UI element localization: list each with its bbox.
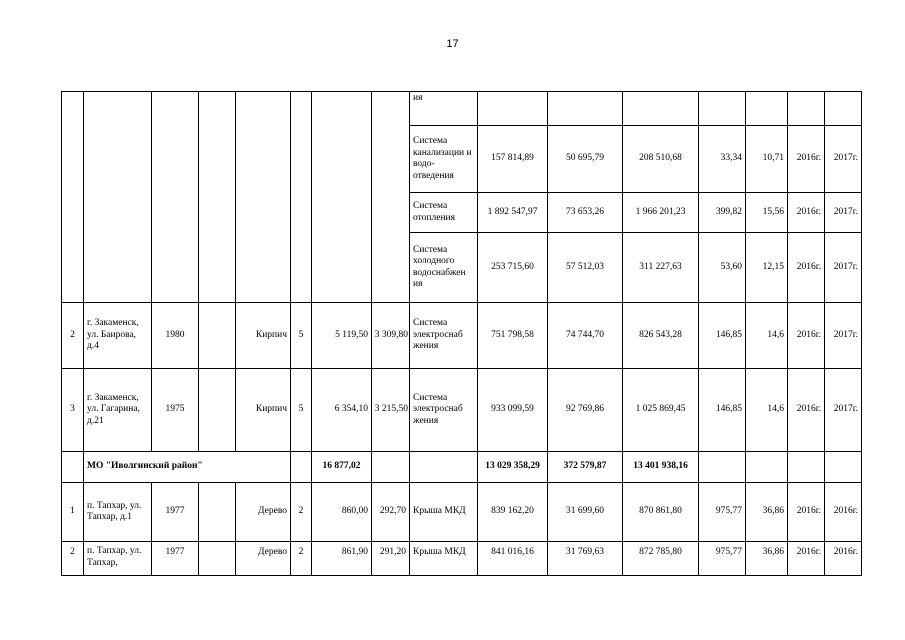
cell-total: 872 785,80 [623,542,699,576]
cell-system [410,452,478,483]
table-row [62,92,862,126]
cell-total: 1 966 201,23 [623,193,699,233]
cell-unit-cost-2 [746,92,788,126]
cell-unit-cost-1: 399,82 [699,193,746,233]
cell-col4 [199,92,236,303]
cell-col4 [199,483,236,542]
page-number: 17 [446,38,459,50]
cell-year: 1980 [152,303,199,369]
cell-floors: 5 [291,303,312,369]
table-row [62,303,862,369]
cell-cost-1: 253 715,60 [478,233,548,303]
cell-system: Крыша МКД [410,483,478,542]
cell-cost-1: 839 162,20 [478,483,548,542]
cell-year-from: 2016г. [788,303,825,369]
cell-area-living: 3 309,80 [372,303,410,369]
cell-unit-cost-1: 975,77 [699,483,746,542]
cell-col4 [199,303,236,369]
cell-cost-2: 57 512,03 [548,233,623,303]
cell-area-total: 16 877,02 [312,452,372,483]
cell-unit-cost-1: 146,85 [699,369,746,452]
cell-cost-1: 1 892 547,97 [478,193,548,233]
cell-cost-2: 372 579,87 [548,452,623,483]
cell-unit-cost-2 [746,452,788,483]
cell-material: Дерево [236,483,291,542]
cell-year-to [825,92,862,126]
cell-total: 870 861,80 [623,483,699,542]
cell-total [623,92,699,126]
cell-cost-1: 157 814,89 [478,126,548,193]
cell-num: 2 [62,303,84,369]
cell-unit-cost-1: 33,34 [699,126,746,193]
cell-year: 1977 [152,483,199,542]
cell-cost-2: 73 653,26 [548,193,623,233]
capital-repair-table [61,91,862,576]
cell-area-living [372,452,410,483]
cell-material: Кирпич [236,303,291,369]
cell-year-from: 2016г. [788,369,825,452]
cell-year-to: 2016г. [825,542,862,576]
district-title: МО "Иволгинский район" [84,452,291,483]
cell-unit-cost-2: 14,6 [746,303,788,369]
cell-year-to: 2017г. [825,369,862,452]
cell-col4 [199,542,236,576]
cell-floors [291,92,312,303]
cell-year-to: 2017г. [825,233,862,303]
cell-floors [291,452,312,483]
cell-year-to: 2017г. [825,126,862,193]
cell-year [152,92,199,303]
cell-material: Кирпич [236,369,291,452]
cell-cost-1: 933 099,59 [478,369,548,452]
table-row [62,369,862,452]
cell-year-from: 2016г. [788,483,825,542]
cell-num: 2 [62,542,84,576]
cell-total: 1 025 869,45 [623,369,699,452]
cell-floors: 2 [291,542,312,576]
cell-total: 208 510,68 [623,126,699,193]
cell-area-total: 860,00 [312,483,372,542]
cell-area-living: 292,70 [372,483,410,542]
cell-system: ия [410,92,478,126]
cell-floors: 5 [291,369,312,452]
cell-unit-cost-1: 53,60 [699,233,746,303]
cell-year-from: 2016г. [788,193,825,233]
cell-address: г. Закаменск, ул. Гагарина, д.21 [84,369,152,452]
cell-unit-cost-1 [699,452,746,483]
cell-cost-1: 841 016,16 [478,542,548,576]
cell-cost-2: 31 699,60 [548,483,623,542]
cell-area-living [372,92,410,303]
cell-year-from: 2016г. [788,126,825,193]
cell-year-from: 2016г. [788,233,825,303]
cell-area-total: 5 119,50 [312,303,372,369]
cell-system: Система электроснаб жения [410,303,478,369]
cell-year-from: 2016г. [788,542,825,576]
cell-address: п. Тапхар, ул. Тапхар, [84,542,152,576]
cell-cost-2 [548,92,623,126]
cell-unit-cost-2: 10,71 [746,126,788,193]
cell-system: Крыша МКД [410,542,478,576]
cell-cost-2: 92 769,86 [548,369,623,452]
cell-num: 1 [62,483,84,542]
cell-year-to: 2017г. [825,193,862,233]
cell-system: Система холодного водоснабжен ия [410,233,478,303]
cell-year: 1975 [152,369,199,452]
cell-year-to: 2017г. [825,303,862,369]
cell-total: 311 227,63 [623,233,699,303]
cell-cost-1: 751 798,58 [478,303,548,369]
cell-material: Дерево [236,542,291,576]
cell-year-from [788,92,825,126]
cell-system: Система отопления [410,193,478,233]
cell-cost-1 [478,92,548,126]
cell-area-living: 3 215,50 [372,369,410,452]
cell-system: Система электроснаб жения [410,369,478,452]
summary-row [62,452,862,483]
table-row [62,542,862,576]
cell-total: 826 543,28 [623,303,699,369]
cell-unit-cost-1: 146,85 [699,303,746,369]
cell-material [236,92,291,303]
cell-unit-cost-2: 15,56 [746,193,788,233]
cell-unit-cost-2: 14,6 [746,369,788,452]
cell-num [62,452,84,483]
cell-year: 1977 [152,542,199,576]
cell-cost-1: 13 029 358,29 [478,452,548,483]
cell-unit-cost-1 [699,92,746,126]
cell-cost-2: 31 769,63 [548,542,623,576]
cell-floors: 2 [291,483,312,542]
cell-system: Система канализации и водо-отведения [410,126,478,193]
cell-unit-cost-2: 12,15 [746,233,788,303]
cell-address: п. Тапхар, ул. Тапхар, д.1 [84,483,152,542]
cell-unit-cost-2: 36,86 [746,483,788,542]
cell-unit-cost-2: 36,86 [746,542,788,576]
cell-cost-2: 74 744,70 [548,303,623,369]
cell-year-to: 2016г. [825,483,862,542]
cell-area-total: 6 354,10 [312,369,372,452]
cell-area-living: 291,20 [372,542,410,576]
cell-col4 [199,369,236,452]
table-row [62,483,862,542]
cell-area-total: 861,90 [312,542,372,576]
cell-total: 13 401 938,16 [623,452,699,483]
cell-year-to [825,452,862,483]
cell-address: г. Закаменск, ул. Баирова, д.4 [84,303,152,369]
cell-area-total [312,92,372,303]
cell-cost-2: 50 695,79 [548,126,623,193]
cell-year-from [788,452,825,483]
cell-num: 3 [62,369,84,452]
cell-unit-cost-1: 975,77 [699,542,746,576]
cell-num [62,92,84,303]
cell-address [84,92,152,303]
